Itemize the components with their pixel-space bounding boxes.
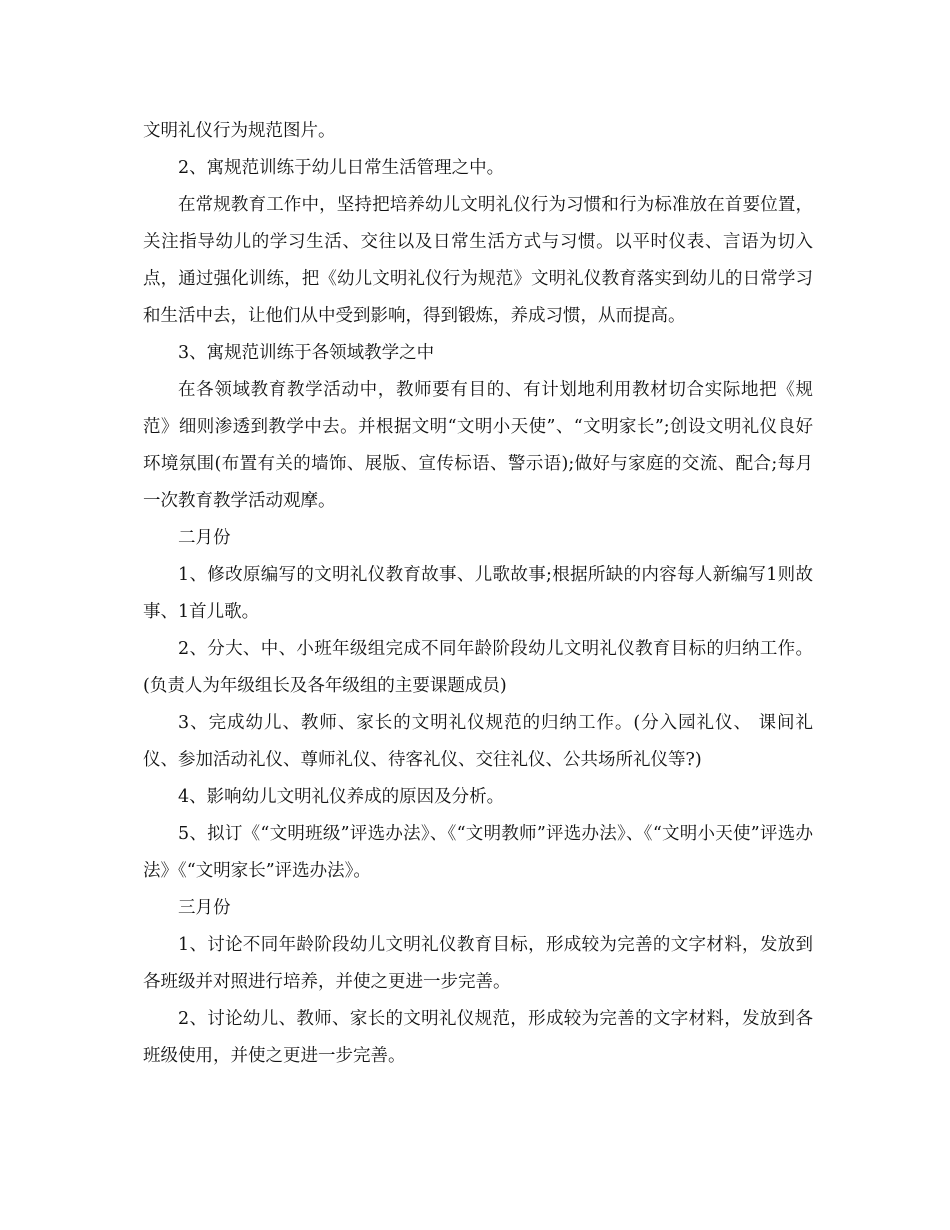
list-item: 3、完成幼儿、教师、家长的文明礼仪规范的归纳工作。(分入园礼仪、 课间礼仪、参加活动礼仪、尊师礼仪、待客礼仪、交往礼仪、公共场所礼仪等?) (143, 713, 813, 770)
item-heading: 2、寓规范训练于幼儿日常生活管理之中。 (178, 158, 505, 178)
document-body (143, 113, 813, 1075)
list-item: 4、影响幼儿文明礼仪养成的原因及分析。 (178, 787, 505, 807)
paragraph: 在各领域教育教学活动中，教师要有目的、有计划地利用教材切合实际地把《规范》细则渗透到教学中去。并根据文明“文明小天使”、“文明家长”;创设文明礼仪良好环境氛围(布置有关的墙饰、展版、宣传标语、警示语);做好与家庭的交流、配合;每月一次教育教学活动观摩。 (143, 380, 813, 511)
item-heading: 3、寓规范训练于各领域教学之中 (178, 343, 435, 363)
list-item: 1、讨论不同年龄阶段幼儿文明礼仪教育目标，形成较为完善的文字材料，发放到各班级并对照进行培养，并使之更进一步完善。 (143, 935, 813, 992)
month-heading: 三月份 (178, 898, 231, 918)
list-item: 2、讨论幼儿、教师、家长的文明礼仪规范，形成较为完善的文字材料，发放到各班级使用，并使之更进一步完善。 (143, 1009, 813, 1066)
paragraph-continuation: 文明礼仪行为规范图片。 (143, 121, 336, 141)
month-heading: 二月份 (178, 528, 231, 548)
list-item: 5、拟订《“文明班级”评选办法》、《“文明教师”评选办法》、《“文明小天使”评选办法》《“文明家长”评选办法》。 (143, 824, 813, 881)
list-item: 2、分大、中、小班年级组完成不同年龄阶段幼儿文明礼仪教育目标的归纳工作。(负责人为年级组长及各年级组的主要课题成员) (143, 639, 813, 696)
paragraph: 在常规教育工作中，坚持把培养幼儿文明礼仪行为习惯和行为标准放在首要位置，关注指导幼儿的学习生活、交往以及日常生活方式与习惯。以平时仪表、言语为切入点，通过强化训练，把《幼儿文明礼仪行为规范》文明礼仪教育落实到幼儿的日常学习和生活中去，让他们从中受到影响，得到锻炼，养成习惯，从而提高。 (143, 195, 813, 326)
list-item: 1、修改原编写的文明礼仪教育故事、儿歌故事;根据所缺的内容每人新编写1则故事、1首儿歌。 (143, 565, 813, 622)
